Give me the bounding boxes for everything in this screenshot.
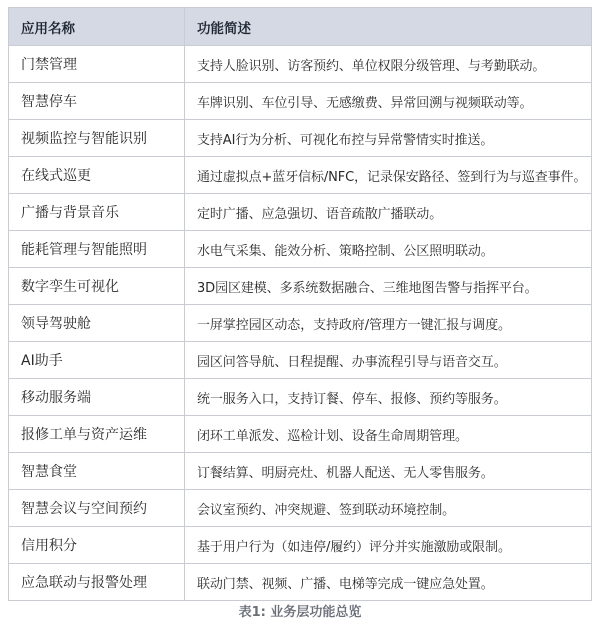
- table-header-row: [9, 8, 592, 46]
- table-row: [9, 120, 592, 157]
- row-app-name: 智慧食堂: [9, 453, 185, 490]
- row-function-summary: 订餐结算、明厨亮灶、机器人配送、无人零售服务。: [185, 453, 592, 490]
- row-app-name: 报修工单与资产运维: [9, 416, 185, 453]
- row-app-name: AI助手: [9, 342, 185, 379]
- row-function-summary: 闭环工单派发、巡检计划、设备生命周期管理。: [185, 416, 592, 453]
- row-app-name: 门禁管理: [9, 46, 185, 83]
- table-row: [9, 490, 592, 527]
- row-function-summary: 定时广播、应急强切、语音疏散广播联动。: [185, 194, 592, 231]
- table-row: [9, 379, 592, 416]
- row-function-summary: 通过虚拟点+蓝牙信标/NFC，记录保安路径、签到行为与巡查事件。: [185, 157, 592, 194]
- row-app-name: 广播与背景音乐: [9, 194, 185, 231]
- header-function-summary: 功能简述: [185, 8, 592, 46]
- row-function-summary: 统一服务入口，支持订餐、停车、报修、预约等服务。: [185, 379, 592, 416]
- table-row: [9, 194, 592, 231]
- row-function-summary: 支持AI行为分析、可视化布控与异常警情实时推送。: [185, 120, 592, 157]
- function-table-container: [8, 7, 591, 601]
- row-function-summary: 园区问答导航、日程提醒、办事流程引导与语音交互。: [185, 342, 592, 379]
- row-function-summary: 车牌识别、车位引导、无感缴费、异常回溯与视频联动等。: [185, 83, 592, 120]
- table-row: [9, 305, 592, 342]
- row-app-name: 在线式巡更: [9, 157, 185, 194]
- table-row: [9, 83, 592, 120]
- row-app-name: 能耗管理与智能照明: [9, 231, 185, 268]
- row-app-name: 信用积分: [9, 527, 185, 564]
- row-function-summary: 一屏掌控园区动态，支持政府/管理方一键汇报与调度。: [185, 305, 592, 342]
- table-row: [9, 231, 592, 268]
- function-overview-table: [8, 7, 592, 601]
- row-function-summary: 基于用户行为（如违停/履约）评分并实施激励或限制。: [185, 527, 592, 564]
- row-function-summary: 会议室预约、冲突规避、签到联动环境控制。: [185, 490, 592, 527]
- table-row: [9, 564, 592, 601]
- header-app-name: 应用名称: [9, 8, 185, 46]
- row-app-name: 智慧会议与空间预约: [9, 490, 185, 527]
- row-app-name: 应急联动与报警处理: [9, 564, 185, 601]
- table-row: [9, 342, 592, 379]
- table-row: [9, 527, 592, 564]
- row-app-name: 数字孪生可视化: [9, 268, 185, 305]
- table-caption: 表1: 业务层功能总览: [238, 605, 362, 620]
- row-app-name: 移动服务端: [9, 379, 185, 416]
- table-row: [9, 416, 592, 453]
- table-row: [9, 46, 592, 83]
- table-row: [9, 268, 592, 305]
- row-function-summary: 支持人脸识别、访客预约、单位权限分级管理、与考勤联动。: [185, 46, 592, 83]
- table-row: [9, 453, 592, 490]
- row-function-summary: 3D园区建模、多系统数据融合、三维地图告警与指挥平台。: [185, 268, 592, 305]
- row-app-name: 领导驾驶舱: [9, 305, 185, 342]
- row-app-name: 智慧停车: [9, 83, 185, 120]
- row-function-summary: 水电气采集、能效分析、策略控制、公区照明联动。: [185, 231, 592, 268]
- table-row: [9, 157, 592, 194]
- row-function-summary: 联动门禁、视频、广播、电梯等完成一键应急处置。: [185, 564, 592, 601]
- row-app-name: 视频监控与智能识别: [9, 120, 185, 157]
